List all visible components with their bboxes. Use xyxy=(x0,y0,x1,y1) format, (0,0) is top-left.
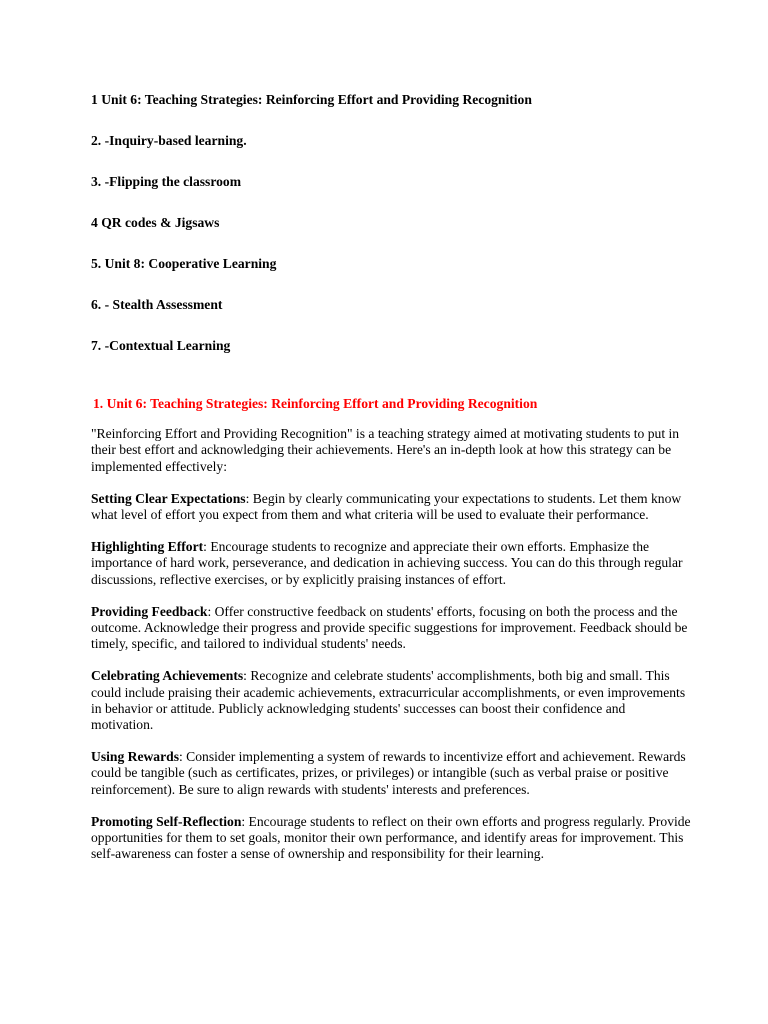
toc-item-7: 7. -Contextual Learning xyxy=(91,338,231,353)
paragraph-promoting-self-reflection xyxy=(91,814,691,863)
paragraph-setting-clear-expectations xyxy=(91,491,691,523)
term-highlighting-effort: Highlighting Effort xyxy=(91,539,204,555)
text-highlighting-effort: : Encourage students to recognize and appreciate their own efforts. Emphasize the importance of hard work, perseverance, and dedication in achieving success. You can do this through regular discussions, reflective exercises, or by explicitly praising instances of effort. xyxy=(91,539,683,587)
term-celebrating-achievements: Celebrating Achievements xyxy=(91,668,244,684)
text-celebrating-achievements: : Recognize and celebrate students' accomplishments, both big and small. This could include praising their academic achievements, extracurricular accomplishments, or even improvements in behavior or attitude. Publicly acknowledging students' successes can boost their confidence and motivation. xyxy=(91,668,686,733)
toc-item-1: 1 Unit 6: Teaching Strategies: Reinforcing Effort and Providing Recognition xyxy=(91,92,532,107)
term-promoting-self-reflection: Promoting Self-Reflection xyxy=(91,813,242,829)
section-unit-6 xyxy=(91,396,691,878)
toc-item-6: 6. - Stealth Assessment xyxy=(91,297,223,312)
intro-paragraph: "Reinforcing Effort and Providing Recognition" is a teaching strategy aimed at motivating students to put in their best effort and acknowledging their achievements. Here's an in-depth look at how this strategy can be implemented effectively: xyxy=(91,426,680,474)
table-of-contents xyxy=(91,92,691,379)
toc-item-3: 3. -Flipping the classroom xyxy=(91,174,242,189)
toc-item-5: 5. Unit 8: Cooperative Learning xyxy=(91,256,277,271)
paragraph-celebrating-achievements xyxy=(91,668,691,733)
toc-item-2: 2. -Inquiry-based learning. xyxy=(91,133,247,148)
text-using-rewards: : Consider implementing a system of rewards to incentivize effort and achievement. Rewards could be tangible (such as certificates, prizes, or privileges) or intangible (such as verbal praise or positive reinforcement). Be sure to align rewards with students' interests and preferences. xyxy=(91,749,686,797)
term-setting-clear-expectations: Setting Clear Expectations xyxy=(91,490,246,506)
paragraph-providing-feedback xyxy=(91,604,691,653)
paragraph-using-rewards xyxy=(91,749,691,798)
text-promoting-self-reflection: : Encourage students to reflect on their own efforts and progress regularly. Provide opportunities for them to set goals, monitor their own performance, and identify areas for improvement. This self-awareness can foster a sense of ownership and responsibility for their learning. xyxy=(91,813,691,862)
text-setting-clear-expectations: : Begin by clearly communicating your expectations to students. Let them know what level of effort you expect from them and what criteria will be used to evaluate their performance. xyxy=(91,490,682,523)
term-providing-feedback: Providing Feedback xyxy=(91,603,208,619)
section-heading: 1. Unit 6: Teaching Strategies: Reinforcing Effort and Providing Recognition xyxy=(93,396,538,411)
toc-item-4: 4 QR codes & Jigsaws xyxy=(91,215,220,230)
term-using-rewards: Using Rewards xyxy=(91,749,179,765)
text-providing-feedback: : Offer constructive feedback on students' efforts, focusing on both the process and the outcome. Acknowledge their progress and provide specific suggestions for improvement. Feedback should be timely, specific, and tailored to individual students' needs. xyxy=(91,603,688,652)
paragraph-highlighting-effort xyxy=(91,539,691,588)
